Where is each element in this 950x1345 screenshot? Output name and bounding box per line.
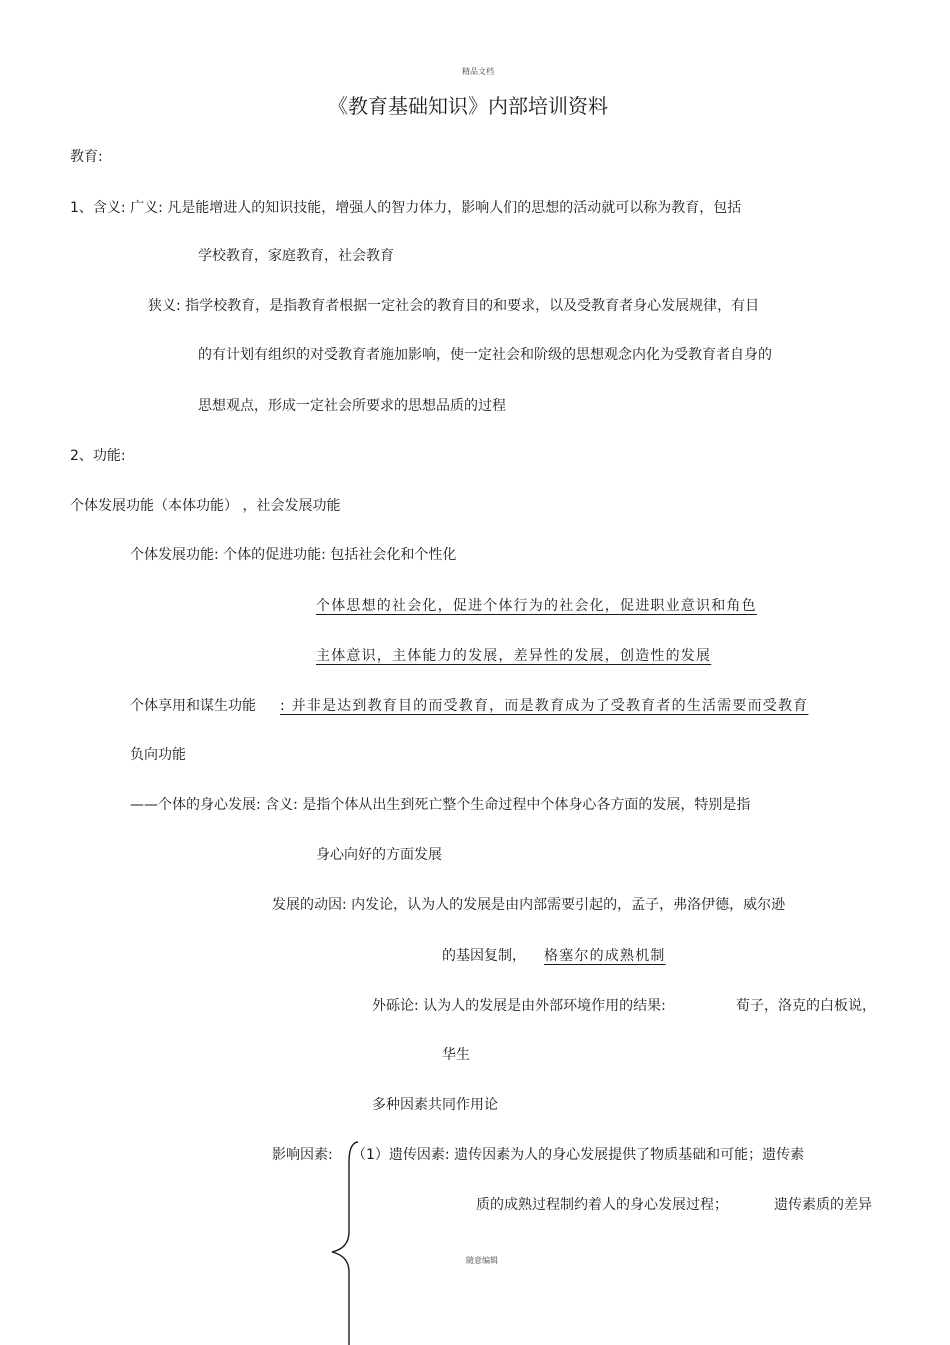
document-title: 《教育基础知识》内部培训资料 xyxy=(328,94,608,118)
page-header: 精品文档 xyxy=(462,67,494,76)
heredity-factor-diff: 遗传素质的差异 xyxy=(774,1197,872,1213)
gesell-maturation: 格塞尔的成熟机制 xyxy=(544,948,666,964)
influence-factors-label: 影响因素: xyxy=(272,1147,333,1163)
heredity-factor-cont: 质的成熟过程制约着人的身心发展过程； xyxy=(476,1197,728,1213)
development-cause-internal: 发展的动因: 内发论，认为人的发展是由内部需要引起的，孟子，弗洛伊德，威尔逊 xyxy=(272,897,786,913)
section-heading-functions: 2、功能: xyxy=(70,448,126,464)
enjoyment-function-label: 个体享用和谋生功能 xyxy=(130,698,256,714)
page-footer: 随意编辑 xyxy=(466,1256,498,1265)
individual-development-function: 个体发展功能: 个体的促进功能: 包括社会化和个性化 xyxy=(130,547,457,563)
negative-function: 负向功能 xyxy=(130,747,186,763)
definition-broad-cont: 学校教育，家庭教育，社会教育 xyxy=(198,248,394,264)
definition-narrow-cont-1: 的有计划有组织的对受教育者施加影响，使一定社会和阶级的思想观念内化为受教育者自身的 xyxy=(198,347,772,363)
curly-brace xyxy=(328,1140,364,1345)
section-heading-education: 教育: xyxy=(70,149,103,165)
definition-broad: 1、含义: 广义: 凡是能增进人的知识技能，增强人的智力体力，影响人们的思想的活动就可以称为教育，包括 xyxy=(70,200,742,216)
heredity-factor: （1）遗传因素: 遗传因素为人的身心发展提供了物质基础和可能；遗传素 xyxy=(352,1147,805,1163)
enjoyment-function-desc: : 并非是达到教育目的而受教育，而是教育成为了受教育者的生活需要而受教育 xyxy=(280,698,809,714)
external-theory: 外砾论: 认为人的发展是由外部环境作用的结果: xyxy=(372,998,666,1014)
physical-mental-development: ——个体的身心发展: 含义: 是指个体从出生到死亡整个生命过程中个体身心各方面的发展，特别是指 xyxy=(130,797,751,813)
external-theory-cont: 华生 xyxy=(442,1047,470,1063)
definition-narrow-cont-2: 思想观点，形成一定社会所要求的思想品质的过程 xyxy=(198,398,506,414)
gene-replication: 的基因复制， xyxy=(442,948,526,964)
definition-narrow: 狭义: 指学校教育，是指教育者根据一定社会的教育目的和要求，以及受教育者身心发展规律，有目 xyxy=(148,298,760,314)
physical-mental-development-cont: 身心向好的方面发展 xyxy=(316,847,442,863)
external-theory-names: 荀子，洛克的白板说， xyxy=(736,998,876,1014)
multi-factor-theory: 多种因素共同作用论 xyxy=(372,1097,498,1113)
socialization-line-2: 主体意识，主体能力的发展，差异性的发展，创造性的发展 xyxy=(316,648,712,664)
functions-summary: 个体发展功能（本体功能） ，社会发展功能 xyxy=(70,498,341,514)
socialization-line-1: 个体思想的社会化，促进个体行为的社会化，促进职业意识和角色 xyxy=(316,598,757,614)
